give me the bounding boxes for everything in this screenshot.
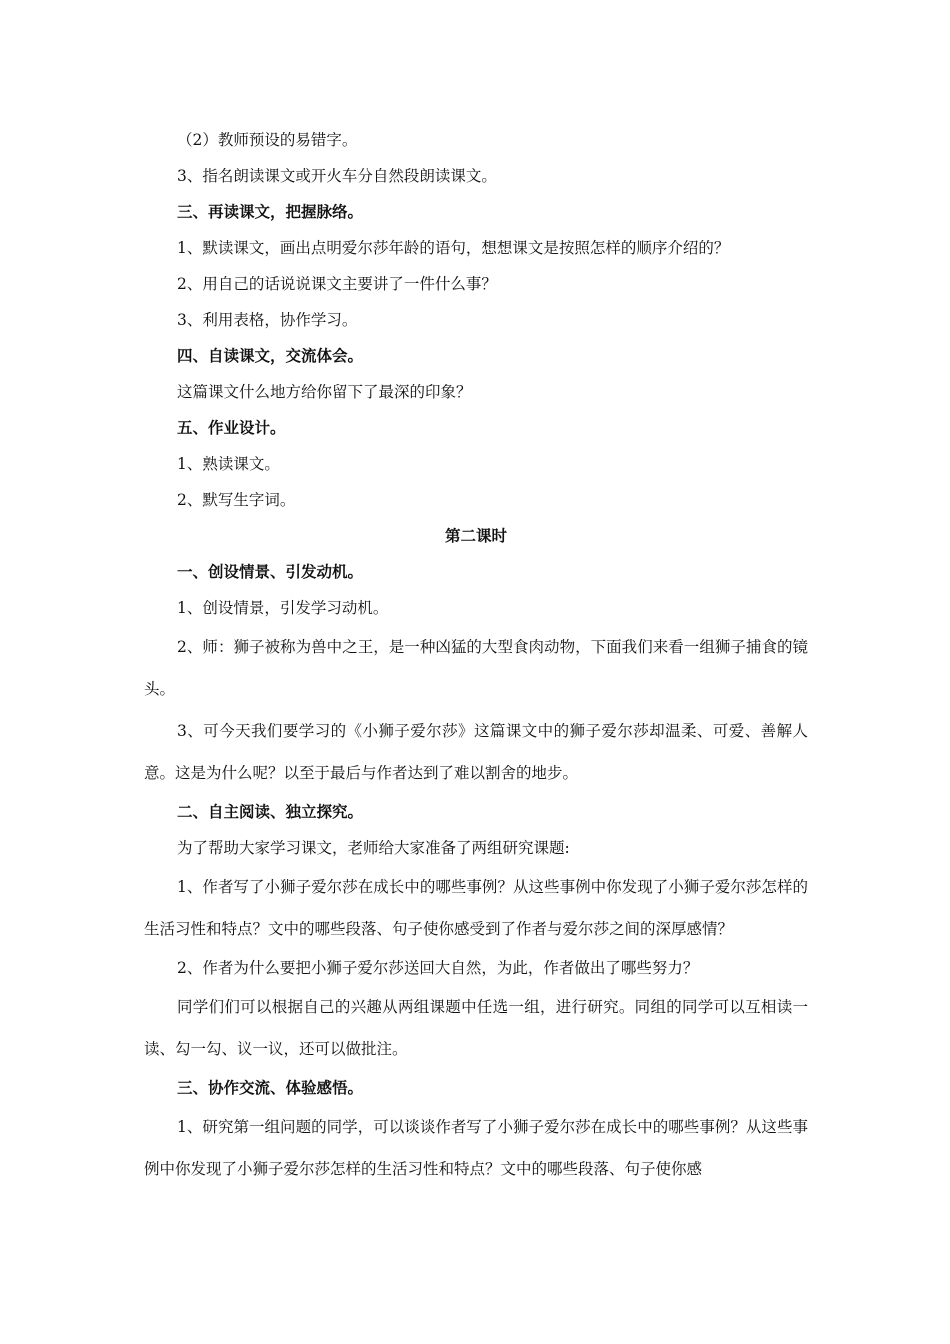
section-heading: 一、创设情景、引发动机。 — [177, 562, 364, 581]
paragraph: 1、作者写了小狮子爱尔莎在成长中的哪些事例？从这些事例中你发现了小狮子爱尔莎怎样的生活习性和特点？文中的哪些段落、句子使你感受到了作者与爱尔莎之间的深厚感情？ — [144, 878, 808, 938]
lesson-title: 第二课时 — [444, 526, 507, 545]
paragraph: 1、默读课文，画出点明爱尔莎年龄的语句，想想课文是按照怎样的顺序介绍的？ — [177, 239, 730, 257]
paragraph: 这篇课文什么地方给你留下了最深的印象？ — [177, 383, 472, 401]
paragraph: 2、师：狮子被称为兽中之王，是一种凶猛的大型食肉动物，下面我们来看一组狮子捕食的镜头。 — [144, 638, 808, 698]
section-heading: 三、协作交流、体验感悟。 — [177, 1078, 364, 1097]
section-heading: 四、自读课文，交流体会。 — [177, 346, 364, 365]
paragraph: （2）教师预设的易错字。 — [177, 131, 358, 149]
paragraph: 3、指名朗读课文或开火车分自然段朗读课文。 — [177, 167, 497, 185]
paragraph: 1、研究第一组问题的同学，可以谈谈作者写了小狮子爱尔莎在成长中的哪些事例？从这些事例中你发现了小狮子爱尔莎怎样的生活习性和特点？文中的哪些段落、句子使你感 — [144, 1118, 808, 1178]
paragraph: 同学们们可以根据自己的兴趣从两组课题中任选一组，进行研究。同组的同学可以互相读一读、勾一勾、议一议，还可以做批注。 — [144, 998, 808, 1058]
paragraph: 3、可今天我们要学习的《小狮子爱尔莎》这篇课文中的狮子爱尔莎却温柔、可爱、善解人意。这是为什么呢？以至于最后与作者达到了难以割舍的地步。 — [144, 722, 808, 782]
paragraph: 2、用自己的话说说课文主要讲了一件什么事？ — [177, 275, 497, 293]
paragraph: 1、创设情景，引发学习动机。 — [177, 599, 389, 617]
document-body — [144, 122, 808, 1190]
paragraph: 1、熟读课文。 — [177, 455, 280, 473]
section-heading: 二、自主阅读、独立探究。 — [177, 802, 364, 821]
section-heading: 三、再读课文，把握脉络。 — [177, 202, 364, 221]
paragraph: 2、作者为什么要把小狮子爱尔莎送回大自然，为此，作者做出了哪些努力？ — [177, 959, 699, 977]
paragraph: 3、利用表格，协作学习。 — [177, 311, 358, 329]
paragraph: 2、默写生字词。 — [177, 491, 296, 509]
paragraph: 为了帮助大家学习课文，老师给大家准备了两组研究课题: — [177, 839, 570, 857]
section-heading: 五、作业设计。 — [177, 418, 286, 437]
